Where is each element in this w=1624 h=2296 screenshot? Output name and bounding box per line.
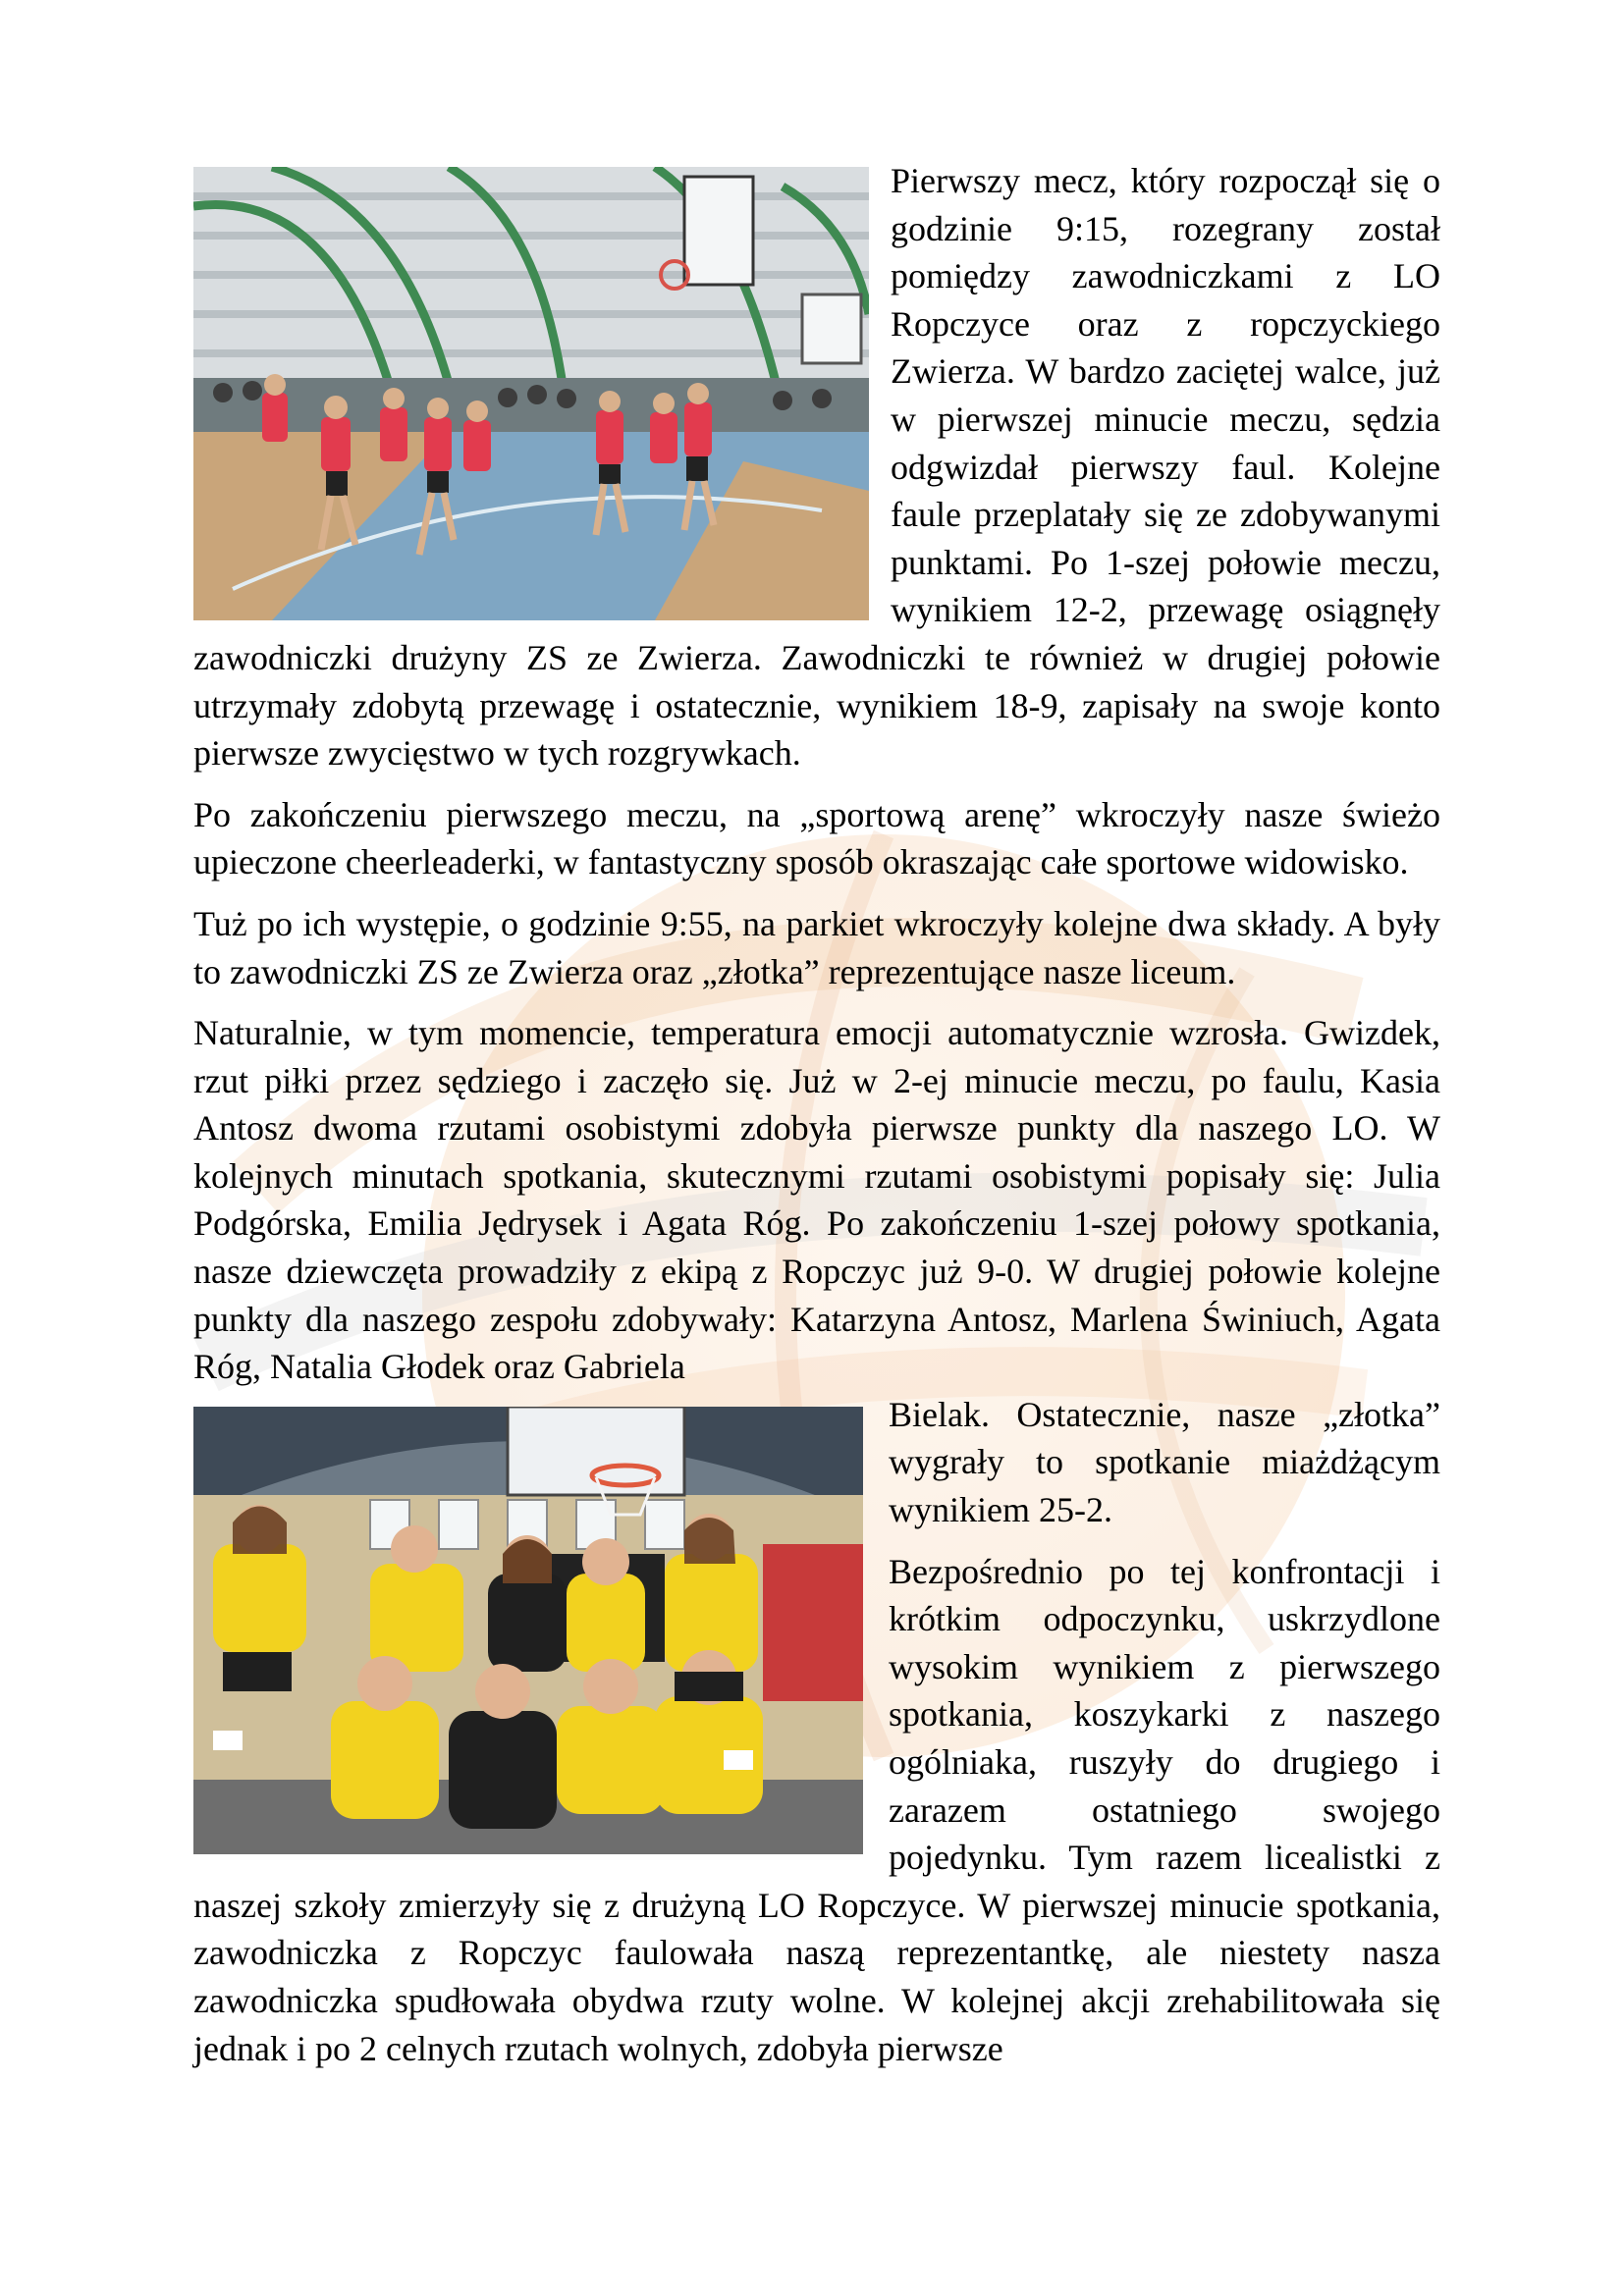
paragraph-4: Naturalnie, w tym momencie, temperatura emocji automatycznie wzrosła. Gwizdek, rzut piłki przez sędziego i zaczęło się. Już w 2-ej minucie meczu, po faulu, Kasia Antosz dwoma rzutami osobistymi zdobyła pierwsze punkty dla naszego LO. W kolejnych minutach spotkania, skutecznymi rzutami osobistymi popisały się: Julia Podgórska, Emilia Jędrysek i Agata Róg. Po zakończeniu 1-szej połowy spotkania, nasze dziewczęta prowadziły z ekipą z Ropczyc już 9-0. W drugiej połowie kolejne punkty dla naszego zespołu zdobywały: Katarzyna Antosz, Marlena Świniuch, Agata Róg, Natalia Głodek oraz Gabriela bbox=[193, 1013, 1440, 1387]
article bbox=[193, 157, 1440, 2086]
paragraph-5: Bielak. Ostatecznie, nasze „złotka” wygrały to spotkanie miażdżącym wynikiem 25-2. bbox=[889, 1394, 1440, 1530]
basketball-game-photo bbox=[193, 167, 869, 620]
paragraph-6: Bezpośrednio po tej konfrontacji i krótkim odpoczynku, uskrzydlone wysokim wynikiem z pierwszego spotkania, koszykarki z naszego ogólniaka, ruszyły do drugiego i zarazem ostatniego swojego pojedynku. Tym razem licealistki z naszej szkoły zmierzyły się z drużyną LO Ropczyce. W pierwszej minucie spotkania, zawodniczka z Ropczyc faulowała naszą reprezentantkę, ale niestety nasza zawodniczka spudłowała obydwa rzuty wolne. W kolejnej akcji zrehabilitowała się jednak i po 2 celnych rzutach wolnych, zdobyła pierwsze bbox=[193, 1551, 1440, 2068]
team-group-photo bbox=[193, 1407, 863, 1854]
paragraph-3: Tuż po ich występie, o godzinie 9:55, na parkiet wkroczyły kolejne dwa składy. A były to zawodniczki ZS ze Zwierza oraz „złotka” reprezentujące nasze liceum. bbox=[193, 903, 1440, 991]
paragraph-2: Po zakończeniu pierwszego meczu, na „sportową arenę” wkroczyły nasze świeżo upieczone cheerleaderki, w fantastyczny sposób okraszając całe sportowe widowisko. bbox=[193, 794, 1440, 882]
paragraph-1: Pierwszy mecz, który rozpoczął się o godzinie 9:15, rozegrany został pomiędzy zawodniczkami z LO Ropczyce oraz z ropczyckiego Zwierza. W bardzo zaciętej walce, już w pierwszej minucie meczu, sędzia odgwizdał pierwszy faul. Kolejne faule przeplatały się ze zdobywanymi punktami. Po 1-szej połowie meczu, wynikiem 12-2, przewagę osiągnęły zawodniczki drużyny ZS ze Zwierza. Zawodniczki te również w drugiej połowie utrzymały zdobytą przewagę i ostatecznie, wynikiem 18-9, zapisały na swoje konto pierwsze zwycięstwo w tych rozgrywkach. bbox=[193, 161, 1440, 774]
